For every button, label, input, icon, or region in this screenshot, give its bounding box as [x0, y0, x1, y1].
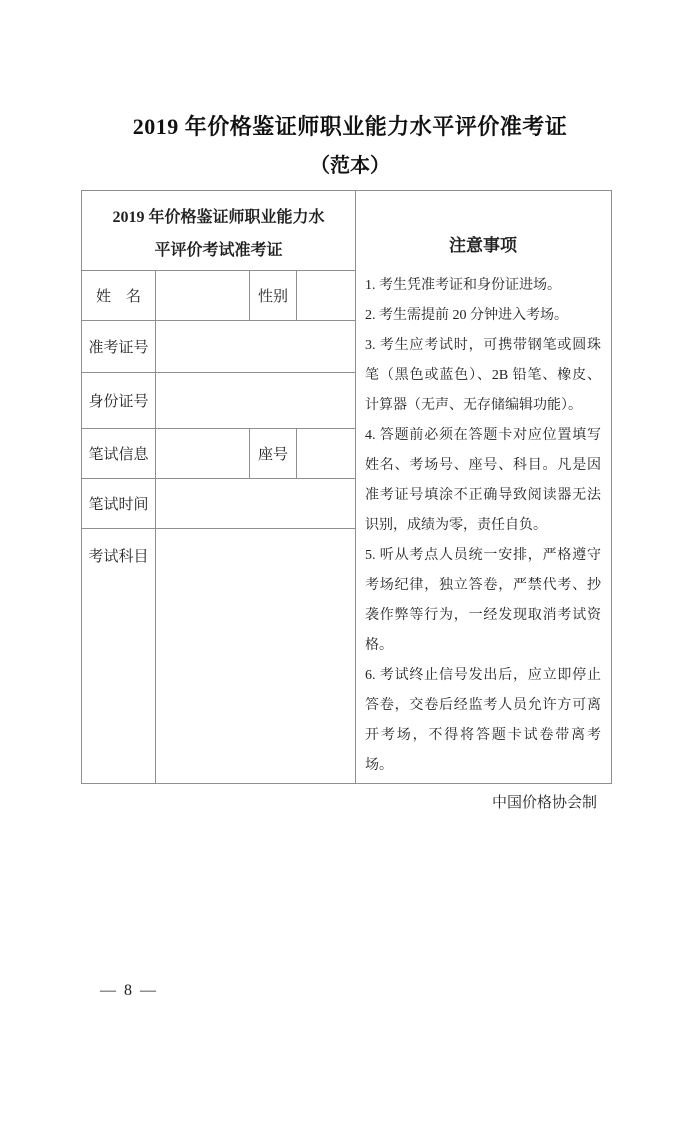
written-exam-info-label: 笔试信息 — [82, 429, 156, 478]
issuer-text: 中国价格协会制 — [491, 795, 597, 811]
row-id-no — [82, 373, 355, 429]
exam-subjects-label: 考试科目 — [82, 529, 156, 783]
exam-subjects-value-cell — [156, 529, 355, 783]
admission-no-label: 准考证号 — [82, 321, 156, 372]
name-label: 姓 名 — [82, 271, 156, 320]
note-item-1: 1. 考生凭准考证和身份证进场。 — [365, 278, 561, 293]
name-value-cell — [156, 271, 250, 320]
seat-no-value-cell — [297, 429, 355, 478]
page-number: — 8 — — [100, 982, 158, 999]
page-subtitle: （范本） — [310, 155, 390, 177]
id-no-value-cell — [156, 373, 355, 428]
row-name-gender — [82, 271, 355, 321]
seat-no-label: 座号 — [250, 429, 297, 478]
gender-value-cell — [297, 271, 355, 320]
ticket-form-header — [82, 191, 355, 271]
ticket-form-header-line1: 2019 年价格鉴证师职业能力水 — [112, 209, 325, 226]
id-no-label: 身份证号 — [82, 373, 156, 428]
row-written-time — [82, 479, 355, 529]
note-item-4: 4. 答题前必须在答题卡对应位置填写姓名、考场号、座号、科目。凡是因准考证号填涂不正确导致阅读器无法识别，成绩为零，责任自负。 — [365, 428, 601, 533]
admission-no-value-cell — [156, 321, 355, 372]
page-title: 2019 年价格鉴证师职业能力水平评价准考证 — [132, 114, 568, 139]
notes-panel — [356, 191, 611, 783]
row-written-info-seat — [82, 429, 355, 479]
note-item-6: 6. 考试终止信号发出后，应立即停止答卷，交卷后经监考人员允许方可离开考场，不得将答题卡试卷带离考场。 — [365, 668, 601, 773]
note-item-5: 5. 听从考点人员统一安排，严格遵守考场纪律，独立答卷，严禁代考、抄袭作弊等行为，一经发现取消考试资格。 — [365, 548, 601, 653]
ticket-form-header-line2: 平评价考试准考证 — [154, 242, 283, 259]
written-exam-info-value-cell — [156, 429, 250, 478]
row-admission-no — [82, 321, 355, 373]
gender-label: 性别 — [250, 271, 297, 320]
note-item-3: 3. 考生应考试时，可携带钢笔或圆珠笔（黑色或蓝色）、2B 铅笔、橡皮、计算器（无声、无存储编辑功能）。 — [365, 338, 601, 413]
note-item-2: 2. 考生需提前 20 分钟进入考场。 — [365, 308, 568, 323]
ticket-form-section — [82, 191, 356, 783]
written-exam-time-value-cell — [156, 479, 355, 528]
notes-title: 注意事项 — [449, 236, 517, 255]
row-exam-subjects — [82, 529, 355, 783]
written-exam-time-label: 笔试时间 — [82, 479, 156, 528]
admission-ticket-table — [81, 190, 612, 784]
